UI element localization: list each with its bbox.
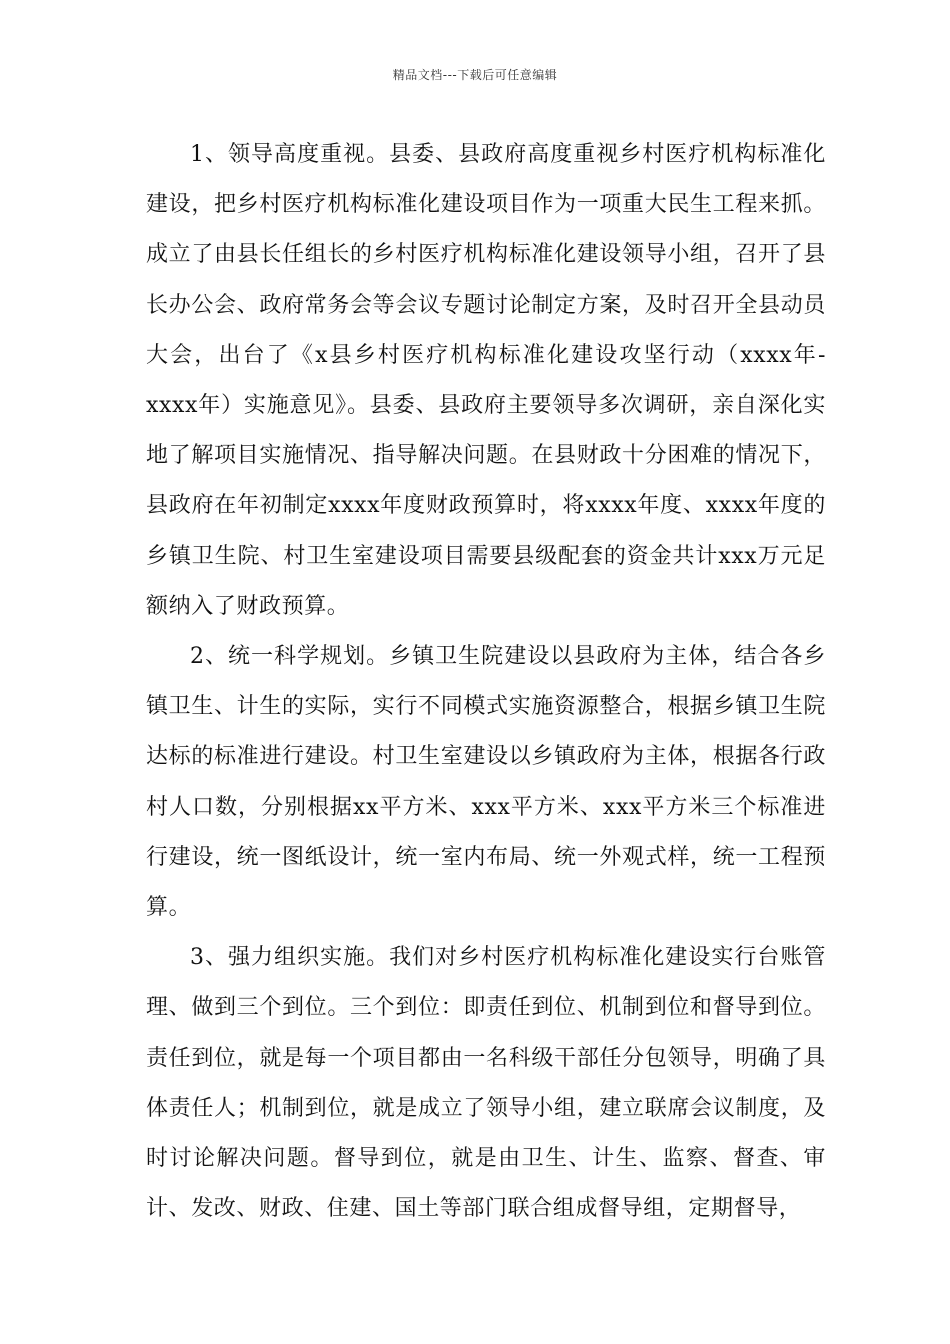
paragraph-planning: 2、统一科学规划。乡镇卫生院建设以县政府为主体，结合各乡镇卫生、计生的实际，实行不同模式实施资源整合，根据乡镇卫生院达标的标准进行建设。村卫生室建设以乡镇政府为主体，根据各行政村人口数，分别根据xx平方米、xxx平方米、xxx平方米三个标准进行建设，统一图纸设计，统一室内布局、统一外观式样，统一工程预算。 <box>146 644 826 921</box>
document-body <box>146 130 826 1234</box>
page-header: 精品文档---下载后可任意编辑 <box>392 68 558 82</box>
paragraph-leadership: 1、领导高度重视。县委、县政府高度重视乡村医疗机构标准化建设，把乡村医疗机构标准化建设项目作为一项重大民生工程来抓。成立了由县长任组长的乡村医疗机构标准化建设领导小组，召开了县长办公会、政府常务会等会议专题讨论制定方案，及时召开全县动员大会，出台了《x县乡村医疗机构标准化建设攻坚行动（xxxx年-xxxx年）实施意见》。县委、县政府主要领导多次调研，亲自深化实地了解项目实施情况、指导解决问题。在县财政十分困难的情况下，县政府在年初制定xxxx年度财政预算时，将xxxx年度、xxxx年度的乡镇卫生院、村卫生室建设项目需要县级配套的资金共计xxx万元足额纳入了财政预算。 <box>146 142 826 619</box>
paragraph-implementation: 3、强力组织实施。我们对乡村医疗机构标准化建设实行台账管理、做到三个到位。三个到位：即责任到位、机制到位和督导到位。责任到位，就是每一个项目都由一名科级干部任分包领导，明确了具体责任人；机制到位，就是成立了领导小组，建立联席会议制度，及时讨论解决问题。督导到位，就是由卫生、计生、监察、督查、审计、发改、财政、住建、国土等部门联合组成督导组，定期督导， <box>146 945 826 1222</box>
